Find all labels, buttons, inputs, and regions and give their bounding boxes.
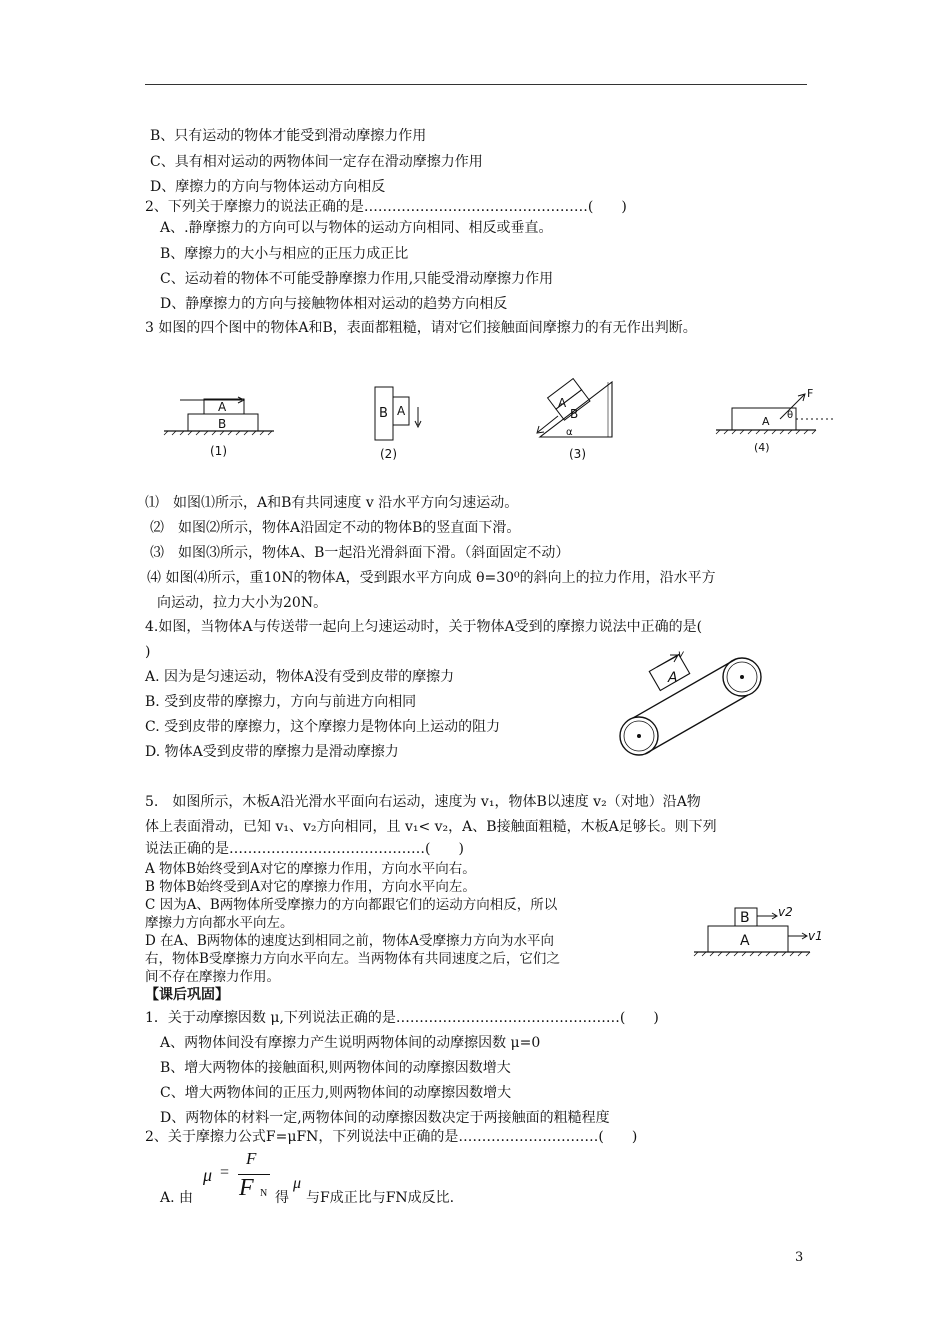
figure-2 (368, 385, 438, 465)
q5-option-d-line3: 间不存在摩擦力作用。 (145, 969, 280, 985)
fig1-label-b: B (218, 417, 227, 431)
conveyor-belt-figure (612, 645, 772, 770)
q2-option-d: D、静摩擦力的方向与接触物体相对运动的趋势方向相反 (160, 296, 508, 312)
q5-stem-line2: 体上表面滑动，已知 v₁、v₂方向相同，且 v₁< v₂，A、B接触面粗糙，木板A足够长。则下列 (145, 819, 717, 835)
header-rule (145, 84, 807, 85)
q2-option-b: B、摩擦力的大小与相应的正压力成正比 (160, 246, 409, 262)
q5fig-label-a: A (740, 933, 750, 949)
q5fig-label-b: B (740, 910, 750, 926)
fig2-label-b: B (379, 406, 388, 421)
q4-option-b: B. 受到皮带的摩擦力，方向与前进方向相同 (145, 694, 417, 710)
belt-label-a: A (668, 670, 678, 686)
k1-stem: 1．关于动摩擦因数 μ,下列说法正确的是…………………………………………( ) (145, 1010, 659, 1026)
q5-option-d-line2: 右，物体B受摩擦力方向水平向左。当两物体有共同速度之后，它们之 (145, 951, 560, 967)
k1-option-c: C、增大两物体间的正压力,则两物体间的动摩擦因数增大 (160, 1085, 512, 1101)
k2-option-a-prefix: A. 由 (160, 1190, 194, 1206)
q3-part-4-line1: ⑷ 如图⑷所示，重10N的物体A，受到跟水平方向成 θ=30⁰的斜向上的拉力作用，沿水平方 (147, 570, 716, 586)
q5-option-a: A 物体B始终受到A对它的摩擦力作用，方向水平向右。 (145, 861, 476, 877)
fig4-caption: (4) (754, 441, 770, 454)
q5-stem-line3: 说法正确的是……………………………………( ) (145, 841, 464, 857)
q4-option-c: C. 受到皮带的摩擦力，这个摩擦力是物体向上运动的阻力 (145, 719, 501, 735)
belt-label-v: v (678, 649, 684, 660)
fig3-label-a: A (558, 396, 567, 410)
q5-option-d-line1: D 在A、B两物体的速度达到相同之前，物体A受摩擦力方向为水平向 (145, 933, 555, 949)
fig4-label-a: A (762, 415, 770, 428)
fig4-angle: θ (787, 410, 794, 421)
k2-option-a-suffix: 与F成正比与FN成反比. (306, 1190, 455, 1206)
q2-option-a: A、.静摩擦力的方向可以与物体的运动方向相同、相反或垂直。 (160, 220, 553, 236)
figure-4 (712, 383, 842, 463)
q5-figure (690, 900, 830, 970)
fig2-label-a: A (397, 404, 406, 418)
q5-option-c-line2: 摩擦力方向都水平向左。 (145, 915, 294, 931)
fig2-caption: (2) (380, 447, 397, 461)
q4-stem: 4.如图，当物体A与传送带一起向上匀速运动时，关于物体A受到的摩擦力说法中正确的是( (145, 619, 703, 635)
k2-stem: 2、关于摩擦力公式F=μFN，下列说法中正确的是…………………………( ) (145, 1129, 638, 1145)
formula-denominator-sub: N (260, 1188, 268, 1199)
section-heading: 【课后巩固】 (145, 987, 229, 1003)
q4-option-a: A. 因为是匀速运动，物体A没有受到皮带的摩擦力 (145, 669, 455, 685)
q1-option-c: C、具有相对运动的两物体间一定存在滑动摩擦力作用 (150, 154, 483, 170)
formula-mu-inline: μ (293, 1175, 302, 1192)
fig1-caption: (1) (210, 444, 227, 458)
k1-option-b: B、增大两物体的接触面积,则两物体间的动摩擦因数增大 (160, 1060, 511, 1076)
k1-option-a: A、两物体间没有摩擦力产生说明两物体间的动摩擦因数 μ=0 (160, 1035, 541, 1051)
q2-stem: 2、下列关于摩擦力的说法正确的是…………………………………………( ) (145, 199, 627, 215)
fig4-label-f: F (807, 387, 814, 400)
formula-eq: = (220, 1164, 230, 1181)
fig3-caption: (3) (569, 447, 586, 461)
formula-denominator: F (239, 1175, 254, 1201)
figure-3 (530, 380, 630, 465)
q5-stem-line1: 5. 如图所示，木板A沿光滑水平面向右运动，速度为 v₁，物体B以速度 v₂（对地）沿A物 (145, 794, 701, 810)
q5fig-label-v2: v2 (778, 905, 793, 919)
formula-mu: μ (203, 1165, 213, 1185)
q3-part-4-line2: 向运动，拉力大小为20N。 (157, 595, 328, 611)
fig3-label-b: B (570, 407, 579, 421)
page-number: 3 (795, 1250, 804, 1265)
k2-option-a-mid: 得 (275, 1190, 289, 1206)
q3-part-2: ⑵ 如图⑵所示，物体A沿固定不动的物体B的竖直面下滑。 (150, 520, 521, 536)
q1-option-d: D、摩擦力的方向与物体运动方向相反 (150, 179, 386, 195)
q4-stem-end: ) (145, 644, 151, 660)
q5fig-label-v1: v1 (808, 929, 823, 943)
q4-option-d: D. 物体A受到皮带的摩擦力是滑动摩擦力 (145, 744, 399, 760)
k1-option-d: D、两物体的材料一定,两物体间的动摩擦因数决定于两接触面的粗糙程度 (160, 1110, 610, 1126)
q2-option-c: C、运动着的物体不可能受静摩擦力作用,只能受滑动摩擦力作用 (160, 271, 554, 287)
q3-stem: 3 如图的四个图中的物体A和B，表面都粗糙，请对它们接触面间摩擦力的有无作出判断。 (145, 320, 697, 336)
q3-part-3: ⑶ 如图⑶所示，物体A、B一起沿光滑斜面下滑。（斜面固定不动） (150, 545, 570, 561)
q5-option-b: B 物体B始终受到A对它的摩擦力作用，方向水平向左。 (145, 879, 476, 895)
fig3-angle: α (566, 427, 573, 438)
q3-part-1: ⑴ 如图⑴所示，A和B有共同速度 v 沿水平方向匀速运动。 (145, 495, 519, 511)
q5-option-c-line1: C 因为A、B两物体所受摩擦力的方向都跟它们的运动方向相反，所以 (145, 897, 558, 913)
formula-numerator: F (246, 1149, 257, 1168)
figure-1 (160, 385, 280, 465)
q1-option-b: B、只有运动的物体才能受到滑动摩擦力作用 (150, 128, 427, 144)
fig1-label-a: A (218, 400, 227, 414)
